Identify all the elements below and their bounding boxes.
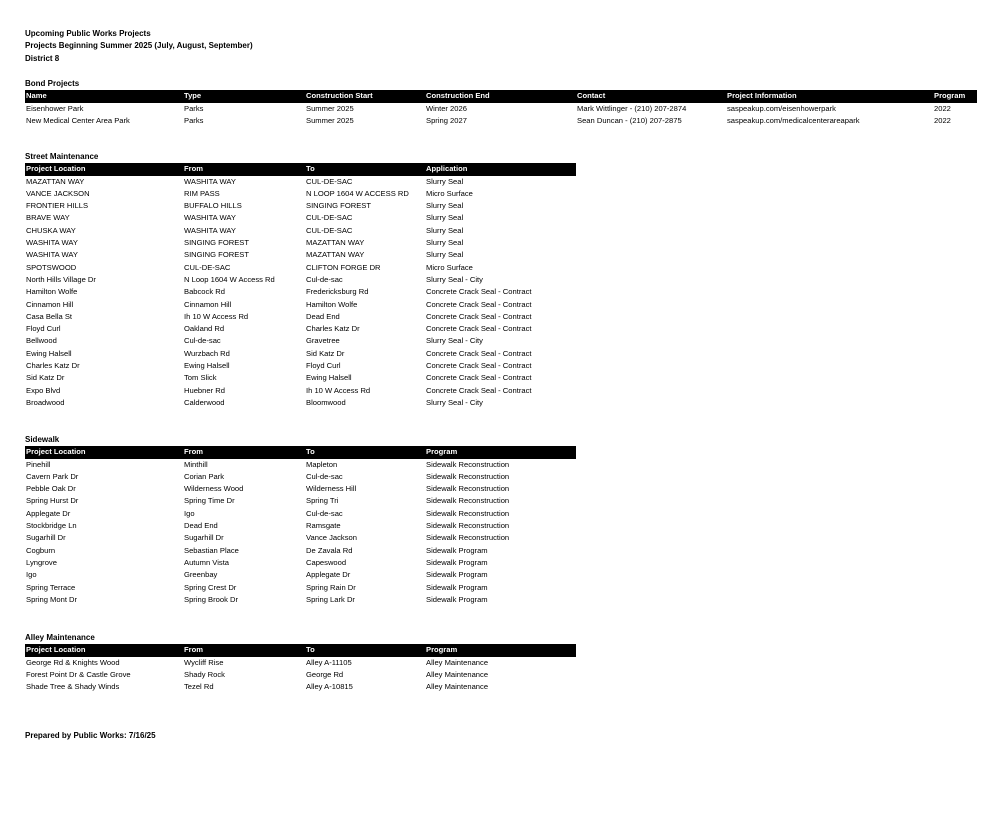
table-cell: Expo Blvd <box>26 385 61 395</box>
column-header: Project Information <box>726 90 933 102</box>
table-cell: Sebastian Place <box>184 545 239 555</box>
table-cell: CUL-DE-SAC <box>306 176 353 186</box>
table-cell: Forest Point Dr & Castle Grove <box>26 669 131 679</box>
table-row <box>25 594 576 606</box>
section-title: Sidewalk <box>25 435 60 444</box>
table-cell: Cinnamon Hill <box>184 299 232 309</box>
table-cell: Summer 2025 <box>306 115 354 125</box>
table-cell: Cinnamon Hill <box>26 299 74 309</box>
table-cell: Calderwood <box>184 397 225 407</box>
table-cell: WASHITA WAY <box>184 176 236 186</box>
table-cell: CHUSKA WAY <box>26 225 76 235</box>
table-cell: Corian Park <box>184 471 225 481</box>
table-cell: MAZATTAN WAY <box>306 250 365 260</box>
table-cell: Igo <box>184 508 195 518</box>
table-cell: Ramsgate <box>306 521 341 531</box>
table-cell: Sidewalk Program <box>426 557 488 567</box>
table-row <box>25 188 576 200</box>
table-cell: Cul-de-sac <box>306 274 343 284</box>
column-header: Type <box>183 90 305 102</box>
table-cell: Sidewalk Reconstruction <box>426 496 510 506</box>
table-cell: Eisenhower Park <box>26 103 84 113</box>
table-cell: Tezel Rd <box>184 682 214 692</box>
table-cell: MAZATTAN WAY <box>306 238 365 248</box>
table-row <box>25 200 576 212</box>
table-cell: De Zavala Rd <box>306 545 353 555</box>
column-header: To <box>305 446 425 458</box>
sidewalk-table <box>25 446 576 606</box>
column-header: Program <box>425 446 576 458</box>
table-cell: North Hills Village Dr <box>26 274 96 284</box>
table-cell: Alley A-10815 <box>306 682 353 692</box>
table-cell: Babcock Rd <box>184 287 225 297</box>
sidewalk-section <box>25 434 576 606</box>
table-cell: George Rd & Knights Wood <box>26 657 120 667</box>
table-cell: Concrete Crack Seal - Contract <box>426 287 532 297</box>
table-row <box>25 385 576 397</box>
table-row <box>25 311 576 323</box>
table-cell: Pinehill <box>26 459 51 469</box>
table-row <box>25 360 576 372</box>
column-header: To <box>305 644 425 656</box>
table-cell: Slurry Seal <box>426 238 464 248</box>
table-row <box>25 286 576 298</box>
table-header-row <box>25 163 576 175</box>
table-row <box>25 372 576 384</box>
column-header: Application <box>425 163 576 175</box>
table-cell: Hamilton Wolfe <box>306 299 358 309</box>
table-cell: Spring Lark Dr <box>306 594 355 604</box>
table-cell: Spring Rain Dr <box>306 582 356 592</box>
table-cell: Spring Mont Dr <box>26 594 78 604</box>
document-header <box>25 28 985 65</box>
table-row <box>25 323 576 335</box>
column-header: Construction Start <box>305 90 425 102</box>
table-cell: 2022 <box>934 103 951 113</box>
table-cell: Mapleton <box>306 459 338 469</box>
table-cell: Spring Tri <box>306 496 339 506</box>
table-cell: FRONTIER HILLS <box>26 201 89 211</box>
table-cell: Floyd Curl <box>26 324 61 334</box>
table-row <box>25 348 576 360</box>
table-cell: Huebner Rd <box>184 385 225 395</box>
table-row <box>25 397 576 409</box>
table-cell: SINGING FOREST <box>306 201 371 211</box>
table-cell: Cul-de-sac <box>306 471 343 481</box>
table-cell: N LOOP 1604 W ACCESS RD <box>306 188 409 198</box>
table-cell: Floyd Curl <box>306 361 341 371</box>
alley-maintenance-section <box>25 632 576 693</box>
table-cell: saspeakup.com/medicalcenterareapark <box>727 115 860 125</box>
table-cell: Wycliff Rise <box>184 657 224 667</box>
table-cell: BUFFALO HILLS <box>184 201 242 211</box>
table-cell: Vance Jackson <box>306 533 357 543</box>
table-cell: SINGING FOREST <box>184 238 249 248</box>
table-cell: Minthill <box>184 459 208 469</box>
table-cell: Oakland Rd <box>184 324 225 334</box>
table-row <box>25 103 977 115</box>
table-cell: Concrete Crack Seal - Contract <box>426 311 532 321</box>
table-row <box>25 569 576 581</box>
table-cell: Concrete Crack Seal - Contract <box>426 361 532 371</box>
table-row <box>25 557 576 569</box>
table-row <box>25 299 576 311</box>
column-header: Project Location <box>25 446 183 458</box>
table-cell: Ih 10 W Access Rd <box>184 311 249 321</box>
table-cell: Spring Time Dr <box>184 496 235 506</box>
column-header: Name <box>25 90 183 102</box>
table-cell: Sugarhill Dr <box>184 533 224 543</box>
table-row <box>25 532 576 544</box>
table-cell: Slurry Seal <box>426 176 464 186</box>
table-row <box>25 237 576 249</box>
table-cell: Sugarhill Dr <box>26 533 66 543</box>
table-cell: Wilderness Hill <box>306 484 357 494</box>
table-cell: Micro Surface <box>426 188 473 198</box>
table-cell: Ewing Halsell <box>26 348 72 358</box>
prepared-by-footer: Prepared by Public Works: 7/16/25 <box>25 731 156 740</box>
table-cell: CUL-DE-SAC <box>306 225 353 235</box>
table-cell: New Medical Center Area Park <box>26 115 130 125</box>
table-cell: Slurry Seal - City <box>426 336 483 346</box>
table-header-row <box>25 644 576 656</box>
table-cell: Parks <box>184 103 204 113</box>
table-row <box>25 508 576 520</box>
table-cell: Cavern Park Dr <box>26 471 79 481</box>
section-title: Alley Maintenance <box>25 633 95 642</box>
table-cell: Shade Tree & Shady Winds <box>26 682 120 692</box>
table-cell: Wurzbach Rd <box>184 348 230 358</box>
table-cell: Broadwood <box>26 397 65 407</box>
table-row <box>25 483 576 495</box>
table-cell: Sidewalk Reconstruction <box>426 508 510 518</box>
table-cell: Spring Brook Dr <box>184 594 239 604</box>
table-cell: Sidewalk Program <box>426 545 488 555</box>
table-cell: Concrete Crack Seal - Contract <box>426 324 532 334</box>
street-maintenance-table <box>25 163 576 409</box>
table-row <box>25 115 977 127</box>
table-cell: Spring 2027 <box>426 115 467 125</box>
table-cell: Autumn Vista <box>184 557 230 567</box>
column-header: Project Location <box>25 163 183 175</box>
table-row <box>25 657 576 669</box>
table-cell: 2022 <box>934 115 951 125</box>
table-row <box>25 212 576 224</box>
table-row <box>25 582 576 594</box>
table-cell: CUL-DE-SAC <box>184 262 231 272</box>
table-cell: Spring Terrace <box>26 582 76 592</box>
table-cell: Sidewalk Reconstruction <box>426 484 510 494</box>
table-cell: Winter 2026 <box>426 103 467 113</box>
table-cell: Gravetree <box>306 336 340 346</box>
table-row <box>25 545 576 557</box>
table-cell: Dead End <box>306 311 340 321</box>
table-cell: Tom Slick <box>184 373 217 383</box>
bond-projects-section <box>25 78 977 127</box>
table-cell: Concrete Crack Seal - Contract <box>426 299 532 309</box>
table-row <box>25 249 576 261</box>
street-maintenance-section <box>25 151 576 409</box>
table-cell: Spring Crest Dr <box>184 582 237 592</box>
table-cell: Ewing Halsell <box>184 361 230 371</box>
table-cell: Slurry Seal <box>426 225 464 235</box>
table-cell: Summer 2025 <box>306 103 354 113</box>
table-cell: Stockbridge Ln <box>26 521 77 531</box>
table-cell: Ewing Halsell <box>306 373 352 383</box>
table-cell: Alley Maintenance <box>426 669 489 679</box>
table-row <box>25 335 576 347</box>
document-page <box>25 28 985 740</box>
table-cell: BRAVE WAY <box>26 213 70 223</box>
table-cell: Charles Katz Dr <box>26 361 80 371</box>
table-cell: Bloomwood <box>306 397 346 407</box>
table-cell: Sean Duncan - (210) 207-2875 <box>577 115 682 125</box>
column-header: From <box>183 163 305 175</box>
table-row <box>25 495 576 507</box>
table-cell: Concrete Crack Seal - Contract <box>426 385 532 395</box>
table-cell: Dead End <box>184 521 218 531</box>
column-header: From <box>183 446 305 458</box>
table-cell: SINGING FOREST <box>184 250 249 260</box>
table-cell: George Rd <box>306 669 344 679</box>
table-cell: WASHITA WAY <box>184 213 236 223</box>
table-cell: N Loop 1604 W Access Rd <box>184 274 275 284</box>
table-cell: Slurry Seal <box>426 213 464 223</box>
table-cell: Sidewalk Program <box>426 582 488 592</box>
table-cell: Igo <box>26 570 37 580</box>
section-title: Street Maintenance <box>25 152 99 161</box>
column-header: Program <box>425 644 576 656</box>
table-row <box>25 459 576 471</box>
document-title: Upcoming Public Works Projects <box>25 29 151 38</box>
table-cell: MAZATTAN WAY <box>26 176 85 186</box>
table-row <box>25 225 576 237</box>
table-cell: Cogburn <box>26 545 56 555</box>
document-subtitle: Projects Beginning Summer 2025 (July, August, September) <box>25 41 253 51</box>
table-cell: Concrete Crack Seal - Contract <box>426 348 532 358</box>
table-row <box>25 274 576 286</box>
table-cell: WASHITA WAY <box>184 225 236 235</box>
column-header: Project Location <box>25 644 183 656</box>
table-cell: Bellwood <box>26 336 57 346</box>
table-cell: Alley A-11105 <box>306 657 352 667</box>
table-cell: SPOTSWOOD <box>26 262 77 272</box>
table-header-row <box>25 446 576 458</box>
column-header: To <box>305 163 425 175</box>
table-cell: Slurry Seal - City <box>426 397 483 407</box>
table-cell: Sid Katz Dr <box>306 348 345 358</box>
table-cell: CUL-DE-SAC <box>306 213 353 223</box>
table-cell: Spring Hurst Dr <box>26 496 79 506</box>
table-cell: Lyngrove <box>26 557 57 567</box>
table-cell: Concrete Crack Seal - Contract <box>426 373 532 383</box>
table-cell: Parks <box>184 115 204 125</box>
table-cell: Sidewalk Reconstruction <box>426 533 510 543</box>
table-row <box>25 176 576 188</box>
table-cell: Alley Maintenance <box>426 657 489 667</box>
table-cell: Cul-de-sac <box>306 508 343 518</box>
column-header: From <box>183 644 305 656</box>
table-row <box>25 471 576 483</box>
table-cell: Applegate Dr <box>26 508 71 518</box>
table-row <box>25 262 576 274</box>
table-cell: Slurry Seal <box>426 250 464 260</box>
table-cell: Mark Wittlinger - (210) 207-2874 <box>577 103 687 113</box>
column-header: Construction End <box>425 90 576 102</box>
district-label: District 8 <box>25 53 60 63</box>
table-cell: Alley Maintenance <box>426 682 489 692</box>
table-cell: CLIFTON FORGE DR <box>306 262 381 272</box>
table-cell: Sidewalk Program <box>426 594 488 604</box>
table-cell: Greenbay <box>184 570 218 580</box>
alley-maintenance-table <box>25 644 576 693</box>
table-cell: Capeswood <box>306 557 347 567</box>
table-cell: Cul-de-sac <box>184 336 221 346</box>
table-cell: WASHITA WAY <box>26 238 78 248</box>
table-cell: Shady Rock <box>184 669 225 679</box>
table-row <box>25 520 576 532</box>
table-row <box>25 681 576 693</box>
table-cell: Sid Katz Dr <box>26 373 65 383</box>
column-header: Program <box>933 90 977 102</box>
table-cell: WASHITA WAY <box>26 250 78 260</box>
table-cell: Slurry Seal - City <box>426 274 483 284</box>
bond-projects-table <box>25 90 977 127</box>
section-title: Bond Projects <box>25 79 80 88</box>
table-row <box>25 669 576 681</box>
column-header: Contact <box>576 90 726 102</box>
table-cell: Sidewalk Reconstruction <box>426 471 510 481</box>
table-cell: Sidewalk Reconstruction <box>426 459 510 469</box>
table-cell: Slurry Seal <box>426 201 464 211</box>
table-cell: Micro Surface <box>426 262 473 272</box>
table-cell: Pebble Oak Dr <box>26 484 76 494</box>
table-cell: Wilderness Wood <box>184 484 244 494</box>
table-cell: saspeakup.com/eisenhowerpark <box>727 103 836 113</box>
table-cell: Hamilton Wolfe <box>26 287 78 297</box>
table-cell: Fredericksburg Rd <box>306 287 369 297</box>
table-cell: Charles Katz Dr <box>306 324 360 334</box>
table-cell: RIM PASS <box>184 188 220 198</box>
table-cell: Sidewalk Program <box>426 570 488 580</box>
table-header-row <box>25 90 977 102</box>
table-cell: Sidewalk Reconstruction <box>426 521 510 531</box>
table-cell: Applegate Dr <box>306 570 351 580</box>
table-cell: Casa Bella St <box>26 311 73 321</box>
table-cell: Ih 10 W Access Rd <box>306 385 371 395</box>
table-cell: VANCE JACKSON <box>26 188 90 198</box>
